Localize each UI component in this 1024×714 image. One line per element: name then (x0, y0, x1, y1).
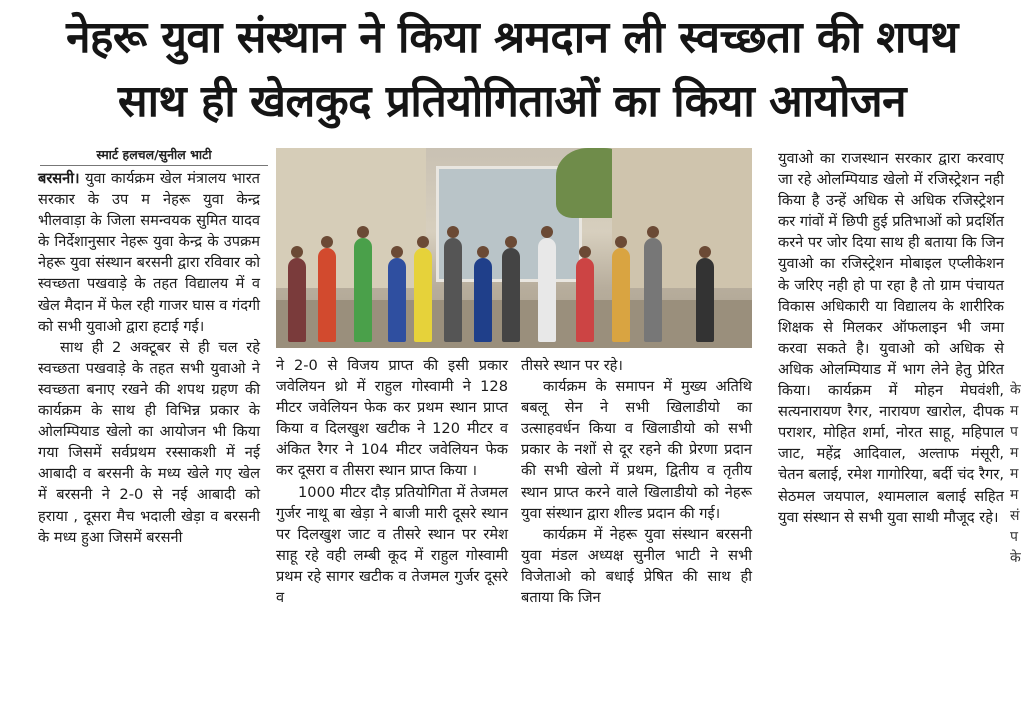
photo-person (414, 248, 432, 342)
article-paragraph: 1000 मीटर दौड़ प्रतियोगिता में तेजमल गुर्जर नाथू बा खेड़ा ने बाजी मारी दूसरे स्थान पर दिलखुश जाट व तीसरे स्थान पर रमेश साहू रहे वही लम्बी कूद में राहुल गोस्वामी प्रथम रहे सागर खटीक व तेजमल गुर्जर दूसरे व (276, 483, 508, 607)
photo-person-head (447, 226, 459, 238)
article-paragraph: युवाओ का राजस्थान सरकार द्वारा करवाए जा रहे ओलम्पियाड खेलो में रजिस्ट्रेशन नही किया है उन्हें अधिक से अधिक रजिस्ट्रेशन कर गांवों में छिपी हुई प्रतिभाओं को प्रदर्शित करने पर जोर दिया साथ ही बताया कि जिन युवाओ का रजिस्ट्रेशन मोबाइल एप्लीकेशन के जरिए नही हो पा रहा है तो ग्राम पंचायत विकास अधिकारी या विद्यालय के शारीरिक शिक्षक से मिलकर ऑफलाइन भी जमा करवा सकते है। युवाओ को अधिक से अधिक ओलम्पियाड में भाग लेने हेतु प्रेरित किया। कार्यक्रम में मोहन मेघवंशी, सत्यनारायण रैगर, नारायण खारोल, दीपक पराशर, मोहित शर्मा, नोरत साहू, महिपाल जाट, महेंद्र आदिवाल, अल्ताफ मंसूरी, चेतन बलाई, रमेश गागोरिया, बर्दी चंद रैगर, सेठमल जयपाल, श्यामलाल बलाई सहित युवा संस्थान से सभी युवा साथी मौजूद रहे। (778, 150, 1004, 526)
article-column-3 (521, 355, 752, 608)
photo-person (354, 238, 372, 342)
article-paragraph: कार्यक्रम में नेहरू युवा संस्थान बरसनी युवा मंडल अध्यक्ष सुनील भाटी ने सभी विजेताओ को बधाई प्रेषित की साथ ही बताया कि जिन (521, 525, 752, 607)
headline-line-1: नेहरू युवा संस्थान ने किया श्रमदान ली स्वच्छता की शपथ (66, 12, 958, 63)
photo-person (388, 258, 406, 342)
headline-line-2: साथ ही खेलकुद प्रतियोगिताओं का किया आयोजन (117, 76, 907, 127)
article-paragraph: तीसरे स्थान पर रहे। (521, 357, 623, 374)
photo-person-head (541, 226, 553, 238)
photo-person (318, 248, 336, 342)
photo-person-head (291, 246, 303, 258)
article-paragraph (38, 168, 260, 337)
photo-person-head (477, 246, 489, 258)
photo-person-head (699, 246, 711, 258)
photo-person-head (579, 246, 591, 258)
photo-person-head (417, 236, 429, 248)
article-column-4 (778, 148, 1004, 528)
adjacent-article-edge: के म प म म म सं प के (1010, 382, 1021, 566)
photo-person-head (647, 226, 659, 238)
article-paragraph: ने 2-0 से विजय प्राप्त की इसी प्रकार जवेलियन थ्रो में राहुल गोस्वामी ने 128 मीटर जवेलियन फेक कर प्रथम स्थान प्राप्त किया व दिलखुश खटीक ने 120 मीटर व अंकित रैगर ने 104 मीटर जवेलियन फेक कर दूसरा व तीसरा स्थान प्राप्त किया । (276, 357, 508, 480)
news-photo (276, 148, 752, 348)
photo-person (644, 238, 662, 342)
photo-person (612, 248, 630, 342)
photo-person-head (505, 236, 517, 248)
photo-person-head (321, 236, 333, 248)
dateline: बरसनी। (38, 170, 80, 187)
photo-person-head (391, 246, 403, 258)
article-paragraph: साथ ही 2 अक्टूबर से ही चल रहे स्वच्छता पखवाड़े के तहत सभी युवाओ ने स्वच्छता बनाए रखने की शपथ ग्रहण की कार्यक्रम के साथ ही विभिन्न प्रकार के ओलम्पियाड खेलो का आयोजन भी किया गया जिसमें सर्वप्रथम रस्साकशी में नई आबादी व बरसनी के मध्य खेले गए खेल में बरसनी ने 2-0 से नई आबादी को हराया , दूसरा मैच भदाली खेड़ा व बरसनी के मध्य हुआ जिसमें बरसनी (38, 338, 260, 546)
photo-person-head (357, 226, 369, 238)
photo-person (444, 238, 462, 342)
photo-person (538, 238, 556, 342)
photo-person (474, 258, 492, 342)
byline: स्मार्ट हलचल/सुनील भाटी (40, 146, 268, 166)
photo-person (696, 258, 714, 342)
photo-wall-right (612, 148, 752, 288)
photo-person-head (615, 236, 627, 248)
article-column-2 (276, 355, 508, 608)
article-column-1 (38, 168, 260, 548)
photo-person (502, 248, 520, 342)
photo-person (576, 258, 594, 342)
article-paragraph: कार्यक्रम के समापन में मुख्य अतिथि बबलू सेन ने सभी खिलाडीयो का उत्साहवर्धन किया व खिलाडीयो को सभी प्रकार के नशों से दूर रहने की प्रेरणा प्रदान की सभी खेलो में प्रथम, द्वितीय व तृतीय स्थान प्राप्त करने वाले खिलाडीयो को नेहरू युवा संस्थान द्वारा शील्ड प्रदान की गई। (521, 378, 752, 522)
photo-person (288, 258, 306, 342)
paragraph-text: युवा कार्यक्रम खेल मंत्रालय भारत सरकार के उप म नेहरू युवा केन्द्र भीलवाड़ा के जिला समन्वयक सुमित यादव के निर्देशानुसार नेहरू युवा केन्द्र के उपक्रम नेहरू युवा संस्थान बरसनी द्वारा रविवार को स्वच्छता पखवाड़े के तहत विद्यालय में व खेल मैदान में फेल रही गाजर घास व गंदगी को सभी युवाओ द्वारा हटाई गई। (38, 170, 260, 335)
